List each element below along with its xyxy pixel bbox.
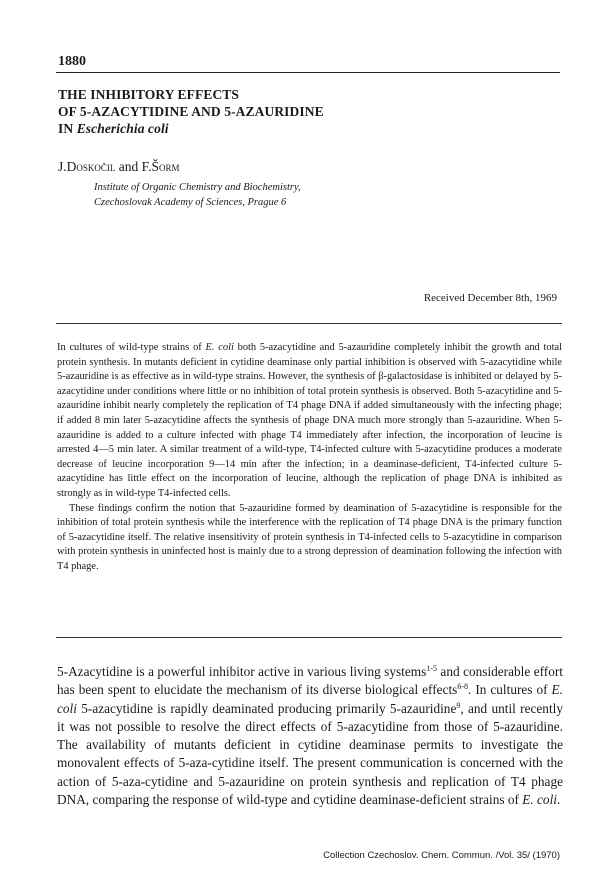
journal-footer: Collection Czechoslov. Chem. Commun. /Vol. 35/ (1970) xyxy=(323,850,560,861)
author-1-name: Doskočil xyxy=(66,159,116,174)
affiliation-line-1: Institute of Organic Chemistry and Biochemistry, xyxy=(94,182,301,193)
body-t2: and considerable effort has been spent to elucidate the mechanism of its diverse biological effects xyxy=(57,664,563,698)
affiliation xyxy=(94,181,301,210)
body-t6: . xyxy=(556,792,561,808)
author-2-initial: F. xyxy=(141,159,152,174)
ref-2: 6-8 xyxy=(457,682,468,692)
author-conjunction: and xyxy=(115,159,142,174)
body-t4: 5-azacytidine is rapidly deaminated producing primarily 5-azauridine xyxy=(76,700,457,716)
abstract xyxy=(57,341,562,575)
abstract-p1-b: both 5-azacytidine and 5-azauridine completely inhibit the growth and total protein synthesis. In mutants deficient in cytidine deaminase only partial inhibition is observed with 5-azacytidine while 5-azauridine is as effective as in wild-type strains. However, the synthesis of β-galactosidase is inhibited or delayed by 5-azacytidine under conditions where little or no inhibition of total protein synthesis is observed. Both 5-azacytidine and 5-azauridine inhibit nearly completely the replication of T4 phage DNA if added simultaneously with the infecting phage; if added 8 min later 5-azacytidine affects the synthesis of phage DNA much more strongly than 5-azauridine. When 5-azauridine is added to a culture infected with phage T4 immediately after infection, the incorporation of leucine is arrested 4—5 min later. A similar treatment of a wild-type, T4-infected culture with 5-azacytidine produces a moderate decrease of leucine incorporation 9—14 min after the infection; in a deaminase-deficient, T4-infected culture 5-azacytidine has little effect on the incorporation of leucine, although the replication of phage DNA is inhibited as strongly as in wild-type T4-infected cells. xyxy=(57,342,562,499)
affiliation-line-2: Czechoslovak Academy of Sciences, Prague 6 xyxy=(94,196,287,208)
body-paragraph xyxy=(57,663,563,809)
abstract-p1-a: In cultures of wild-type strains of xyxy=(57,342,206,353)
title-organism: Escherichia coli xyxy=(76,121,169,136)
article-title xyxy=(58,86,558,137)
ref-3: 9 xyxy=(456,700,461,710)
abstract-organism: E. coli xyxy=(205,342,234,353)
title-line-3 xyxy=(58,120,558,137)
ref-1: 1-5 xyxy=(426,664,437,673)
abstract-paragraph-1 xyxy=(57,341,562,502)
header-rule xyxy=(56,72,560,73)
abstract-paragraph-2: These findings confirm the notion that 5-azauridine formed by deamination of 5-azacytidine is responsible for the inhibition of total protein synthesis while the interference with the replication of T4 phage DNA is the primary function of 5-azacytidine itself. The relative insensitivity of protein synthesis in T4-infected cells to 5-azacytidine in comparison with protein synthesis in uninfected host is mainly due to a strong depression of deamination following the infection with T4 phage. xyxy=(57,502,562,572)
abstract-bottom-rule xyxy=(56,637,562,638)
title-line-1: THE INHIBITORY EFFECTS xyxy=(58,87,240,102)
author-1-initial: J. xyxy=(58,159,67,174)
title-line-2: OF 5-AZACYTIDINE AND 5-AZAURIDINE xyxy=(58,104,324,119)
body-t3: . In cultures of xyxy=(468,682,552,698)
authors xyxy=(58,159,179,175)
abstract-top-rule xyxy=(56,323,562,324)
received-date: Received December 8th, 1969 xyxy=(423,292,557,304)
body-organism-1: E. coli xyxy=(57,682,563,716)
title-line-3-prefix: IN xyxy=(58,121,77,136)
body-t1: 5-Azacytidine is a powerful inhibitor active in various living systems xyxy=(57,664,427,679)
page-number: 1880 xyxy=(58,54,86,69)
body-t5: , and until recently it was not possible to resolve the direct effects of 5-azacytidine from those of 5-azauridine. The availability of mutants deficient in cytidine deaminase permits to investigate the monovalent effects of 5-aza-cytidine itself. The present communication is concerned with the action of 5-aza-cytidine and 5-azauridine on protein synthesis and replication of T4 phage DNA, comparing the response of wild-type and cytidine deaminase-deficient strains of xyxy=(57,700,563,808)
author-2-name: Šorm xyxy=(151,159,180,174)
body-text xyxy=(57,663,563,809)
body-organism-2: E. coli xyxy=(522,792,557,808)
